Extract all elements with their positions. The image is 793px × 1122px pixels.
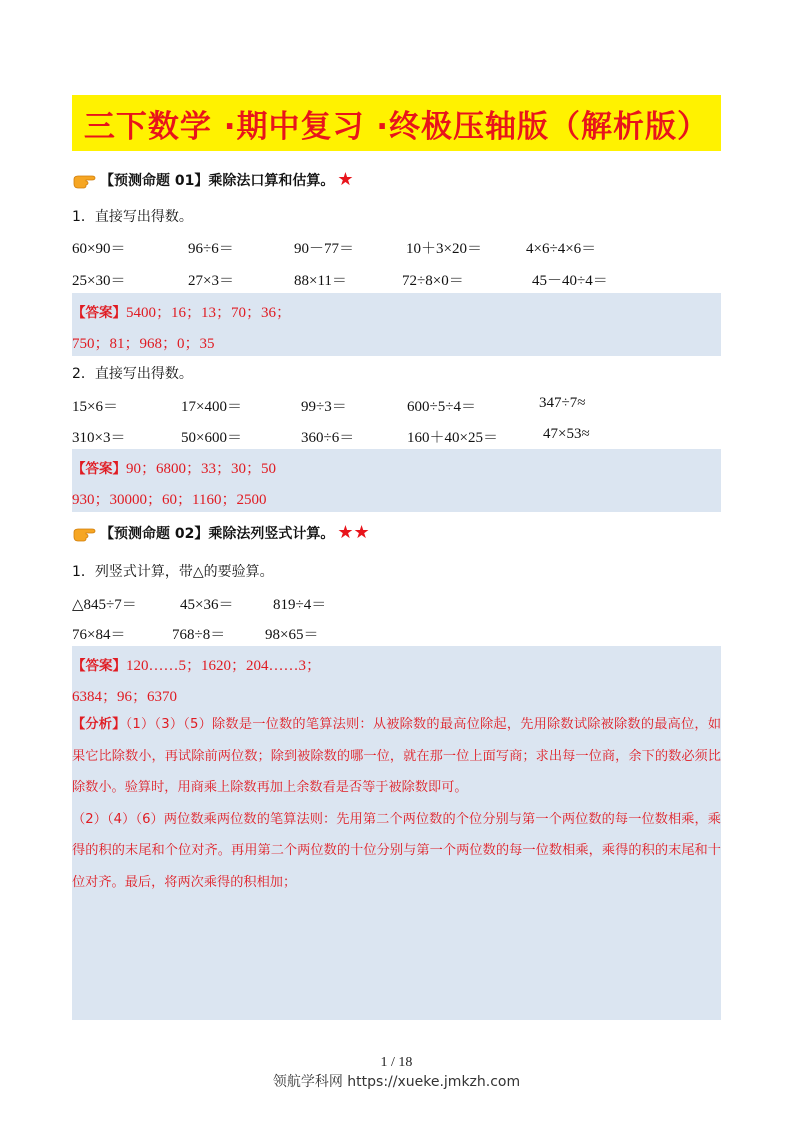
expression: 98×65＝ bbox=[265, 627, 319, 643]
answer-line bbox=[72, 654, 321, 675]
expression: 768÷8＝ bbox=[172, 627, 226, 643]
question-title: 1．列竖式计算，带△的要验算。 bbox=[72, 564, 274, 580]
answer-text: 120……5；1620；204……3； bbox=[126, 658, 322, 674]
answer-text: 5400；16；13；70；36； bbox=[126, 305, 292, 321]
expression: 45×36＝ bbox=[180, 597, 234, 613]
question-title: 1．直接写出得数。 bbox=[72, 209, 193, 225]
answer-tag: 【答案】 bbox=[72, 305, 126, 321]
expression: 10＋3×20＝ bbox=[406, 241, 482, 257]
analysis-paragraph bbox=[72, 709, 721, 804]
section-heading-text: 【预测命题 02】乘除法列竖式计算。 bbox=[100, 526, 335, 542]
answer-box bbox=[72, 449, 721, 512]
answer-line: 6384；96；6370 bbox=[72, 689, 178, 705]
expression: 60×90＝ bbox=[72, 241, 126, 257]
answer-box bbox=[72, 293, 721, 356]
expression: 99÷3＝ bbox=[301, 399, 347, 415]
expression: 25×30＝ bbox=[72, 273, 126, 289]
answer-line bbox=[72, 457, 276, 478]
expression: △845÷7＝ bbox=[72, 597, 137, 613]
expression: 360÷6＝ bbox=[301, 430, 355, 446]
expression: 600÷5÷4＝ bbox=[407, 399, 476, 415]
expression: 50×600＝ bbox=[181, 430, 242, 446]
section-heading-02 bbox=[72, 521, 370, 545]
expression: 72÷8×0＝ bbox=[402, 273, 464, 289]
expression: 88×11＝ bbox=[294, 273, 347, 289]
pointing-hand-icon bbox=[72, 524, 98, 542]
answer-box bbox=[72, 646, 721, 1020]
answer-tag: 【答案】 bbox=[72, 461, 126, 477]
expression: 310×3＝ bbox=[72, 430, 126, 446]
expression: 90－77＝ bbox=[294, 241, 355, 257]
expression: 15×6＝ bbox=[72, 399, 118, 415]
section-heading-01 bbox=[72, 168, 354, 192]
question-title: 2．直接写出得数。 bbox=[72, 366, 193, 382]
answer-tag: 【答案】 bbox=[72, 658, 126, 674]
title-banner bbox=[72, 95, 721, 151]
analysis-block bbox=[72, 709, 721, 898]
answer-line bbox=[72, 301, 291, 322]
pointing-hand-icon bbox=[72, 171, 98, 189]
page-title: 三下数学 ·期中复习 ·终极压轴版（解析版） bbox=[83, 108, 710, 145]
expression: 347÷7≈ bbox=[539, 395, 586, 411]
expression: 819÷4＝ bbox=[273, 597, 327, 613]
expression: 45－40÷4＝ bbox=[532, 273, 608, 289]
expression: 4×6÷4×6＝ bbox=[526, 241, 597, 257]
analysis-paragraph: （2）（4）（6）两位数乘两位数的笔算法则：先用第二个两位数的个位分别与第一个两位数的每一位数相乘，乘得的积的末尾和个位对齐。再用第二个两位数的十位分别与第一个两位数的每一位数相乘，乘得的积的末尾和十位对齐。最后，将两次乘得的积相加； bbox=[72, 811, 721, 890]
analysis-text: （1）（3）（5）除数是一位数的笔算法则：从被除数的最高位除起，先用除数试除被除数的最高位，如果它比除数小，再试除前两位数；除到被除数的哪一位，就在那一位上面写商；求出每一位商，余下的数必须比除数小。验算时，用商乘上除数再加上余数看是否等于被除数即可。 bbox=[72, 717, 722, 795]
expression: 27×3＝ bbox=[188, 273, 234, 289]
expression: 47×53≈ bbox=[543, 426, 590, 442]
analysis-tag: 【分析】 bbox=[72, 717, 126, 732]
expression: 96÷6＝ bbox=[188, 241, 234, 257]
expression: 17×400＝ bbox=[181, 399, 242, 415]
star-icon: ★ bbox=[337, 169, 354, 190]
answer-text: 90；6800；33；30；50 bbox=[126, 461, 277, 477]
star-icon: ★★ bbox=[337, 522, 370, 543]
answer-line: 750；81；968；0；35 bbox=[72, 336, 215, 352]
answer-line: 930；30000；60；1160；2500 bbox=[72, 492, 267, 508]
expression: 160＋40×25＝ bbox=[407, 430, 498, 446]
page-number: 1 / 18 bbox=[380, 1055, 413, 1070]
site-watermark: 领航学科网 https://xueke.jmkzh.com bbox=[272, 1074, 521, 1090]
section-heading-text: 【预测命题 01】乘除法口算和估算。 bbox=[100, 173, 335, 189]
expression: 76×84＝ bbox=[72, 627, 126, 643]
